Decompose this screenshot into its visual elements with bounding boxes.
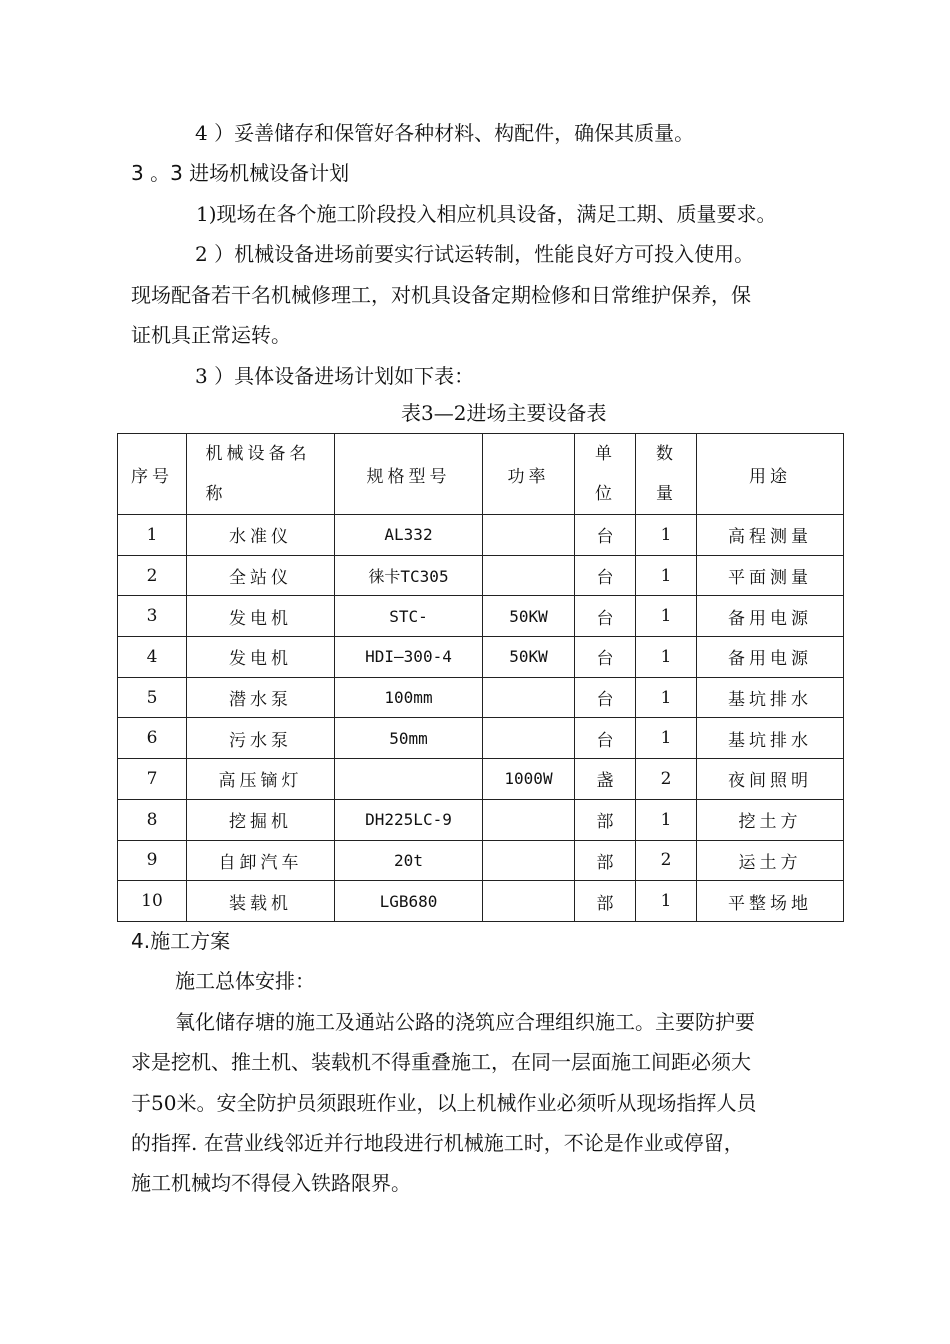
section-3-3-item-2-line-3: 证机具正常运转。 bbox=[131, 323, 291, 347]
header-name bbox=[187, 434, 335, 515]
header-model: 规格型号 bbox=[335, 434, 483, 515]
cell-power bbox=[483, 799, 575, 840]
cell-unit: 部 bbox=[575, 881, 636, 922]
cell-quantity: 2 bbox=[636, 840, 697, 881]
table-row bbox=[118, 759, 844, 800]
cell-index: 1 bbox=[118, 515, 187, 556]
cell-model: AL332 bbox=[335, 515, 483, 556]
cell-quantity: 1 bbox=[636, 881, 697, 922]
header-unit-text: 单位 bbox=[595, 444, 616, 504]
cell-purpose: 基坑排水 bbox=[697, 718, 844, 759]
cell-quantity: 1 bbox=[636, 799, 697, 840]
cell-model bbox=[335, 759, 483, 800]
header-purpose: 用途 bbox=[697, 434, 844, 515]
section-3-3-item-1: 1)现场在各个施工阶段投入相应机具设备，满足工期、质量要求。 bbox=[196, 202, 777, 226]
cell-purpose: 夜间照明 bbox=[697, 759, 844, 800]
cell-unit: 台 bbox=[575, 718, 636, 759]
section-3-3-item-2-line-1: 2 ）机械设备进场前要实行试运转制，性能良好方可投入使用。 bbox=[195, 242, 755, 266]
cell-unit: 部 bbox=[575, 799, 636, 840]
cell-power bbox=[483, 840, 575, 881]
cell-purpose: 平面测量 bbox=[697, 555, 844, 596]
cell-model: 100mm bbox=[335, 677, 483, 718]
cell-purpose: 基坑排水 bbox=[697, 677, 844, 718]
section-4-para-line-1: 氧化储存塘的施工及通站公路的浇筑应合理组织施工。主要防护要 bbox=[175, 1010, 755, 1034]
cell-index: 6 bbox=[118, 718, 187, 759]
cell-name: 污水泵 bbox=[187, 718, 335, 759]
table-row bbox=[118, 555, 844, 596]
cell-unit: 部 bbox=[575, 840, 636, 881]
cell-name: 潜水泵 bbox=[187, 677, 335, 718]
table-header-row bbox=[118, 434, 844, 515]
cell-power: 1000W bbox=[483, 759, 575, 800]
cell-power bbox=[483, 718, 575, 759]
cell-unit: 台 bbox=[575, 677, 636, 718]
cell-name: 高压镝灯 bbox=[187, 759, 335, 800]
cell-purpose: 平整场地 bbox=[697, 881, 844, 922]
cell-name: 全站仪 bbox=[187, 555, 335, 596]
cell-index: 3 bbox=[118, 596, 187, 637]
table-row bbox=[118, 718, 844, 759]
cell-quantity: 1 bbox=[636, 677, 697, 718]
header-quantity-text: 数量 bbox=[656, 444, 677, 504]
section-4-heading: 4.施工方案 bbox=[131, 929, 231, 953]
cell-quantity: 1 bbox=[636, 555, 697, 596]
section-4-intro: 施工总体安排： bbox=[175, 969, 315, 993]
table-row bbox=[118, 515, 844, 556]
cell-model: 20t bbox=[335, 840, 483, 881]
cell-name: 水准仪 bbox=[187, 515, 335, 556]
cell-unit: 台 bbox=[575, 596, 636, 637]
section-3-3-item-2-line-2: 现场配备若干名机械修理工，对机具设备定期检修和日常维护保养，保 bbox=[131, 283, 751, 307]
cell-purpose: 挖土方 bbox=[697, 799, 844, 840]
cell-model: 徕卡TC305 bbox=[335, 555, 483, 596]
cell-model: HDI—300-4 bbox=[335, 637, 483, 678]
cell-power: 50KW bbox=[483, 596, 575, 637]
cell-purpose: 备用电源 bbox=[697, 596, 844, 637]
cell-name: 自卸汽车 bbox=[187, 840, 335, 881]
cell-purpose: 高程测量 bbox=[697, 515, 844, 556]
item-4-text: 4 ）妥善储存和保管好各种材料、构配件，确保其质量。 bbox=[195, 121, 695, 145]
section-3-3-heading: 3 。3 进场机械设备计划 bbox=[131, 161, 350, 185]
table-caption: 表3—2进场主要设备表 bbox=[401, 401, 607, 425]
table-row bbox=[118, 881, 844, 922]
cell-model: 50mm bbox=[335, 718, 483, 759]
cell-model: LGB680 bbox=[335, 881, 483, 922]
header-power: 功率 bbox=[483, 434, 575, 515]
table-row bbox=[118, 840, 844, 881]
section-3-3-item-3: 3 ）具体设备进场计划如下表： bbox=[195, 364, 475, 388]
cell-unit: 台 bbox=[575, 515, 636, 556]
cell-purpose: 运土方 bbox=[697, 840, 844, 881]
section-4-para-line-3: 于50米。安全防护员须跟班作业，以上机械作业必须听从现场指挥人员 bbox=[131, 1091, 757, 1115]
table-row bbox=[118, 596, 844, 637]
cell-index: 9 bbox=[118, 840, 187, 881]
cell-index: 5 bbox=[118, 677, 187, 718]
cell-index: 4 bbox=[118, 637, 187, 678]
section-4-para-line-2: 求是挖机、推土机、装载机不得重叠施工，在同一层面施工间距必须大 bbox=[131, 1050, 751, 1074]
cell-power: 50KW bbox=[483, 637, 575, 678]
cell-quantity: 1 bbox=[636, 718, 697, 759]
cell-quantity: 1 bbox=[636, 515, 697, 556]
cell-index: 8 bbox=[118, 799, 187, 840]
cell-purpose: 备用电源 bbox=[697, 637, 844, 678]
header-unit bbox=[575, 434, 636, 515]
cell-name: 发电机 bbox=[187, 596, 335, 637]
cell-quantity: 1 bbox=[636, 596, 697, 637]
header-quantity bbox=[636, 434, 697, 515]
cell-index: 7 bbox=[118, 759, 187, 800]
cell-model: DH225LC-9 bbox=[335, 799, 483, 840]
cell-power bbox=[483, 677, 575, 718]
cell-power bbox=[483, 881, 575, 922]
header-name-text: 机械设备名称 bbox=[205, 444, 311, 504]
cell-unit: 台 bbox=[575, 555, 636, 596]
section-4-para-line-5: 施工机械均不得侵入铁路限界。 bbox=[131, 1171, 411, 1195]
equipment-table bbox=[117, 433, 844, 922]
header-index: 序号 bbox=[118, 434, 187, 515]
cell-unit: 台 bbox=[575, 637, 636, 678]
cell-power bbox=[483, 555, 575, 596]
section-4-para-line-4: 的指挥. 在营业线邻近并行地段进行机械施工时，不论是作业或停留， bbox=[131, 1131, 744, 1155]
cell-index: 10 bbox=[118, 881, 187, 922]
cell-quantity: 1 bbox=[636, 637, 697, 678]
cell-power bbox=[483, 515, 575, 556]
cell-index: 2 bbox=[118, 555, 187, 596]
cell-unit: 盏 bbox=[575, 759, 636, 800]
cell-quantity: 2 bbox=[636, 759, 697, 800]
table-row bbox=[118, 799, 844, 840]
cell-name: 发电机 bbox=[187, 637, 335, 678]
table-row bbox=[118, 677, 844, 718]
cell-name: 挖掘机 bbox=[187, 799, 335, 840]
table-row bbox=[118, 637, 844, 678]
cell-model: STC- bbox=[335, 596, 483, 637]
cell-name: 装载机 bbox=[187, 881, 335, 922]
